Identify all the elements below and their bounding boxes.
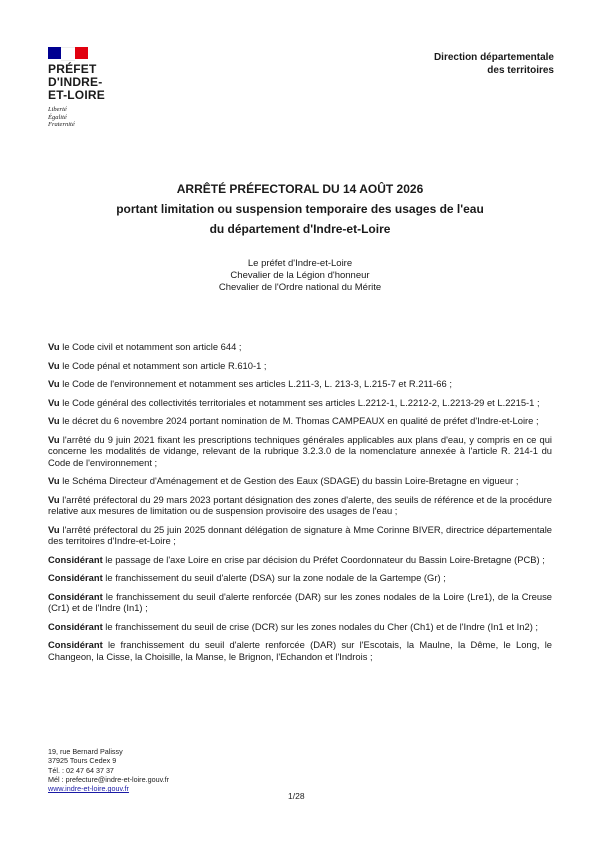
considering-paragraph: Considérant le passage de l'axe Loire en crise par décision du Préfet Coordonnateur du Bassin Loire-Bretagne (PCB) ;: [48, 553, 545, 565]
footer-email: Mél : prefecture@indre-et-loire.gouv.fr: [48, 774, 170, 784]
footer-phone: Tél. : 02 47 64 37 37: [48, 765, 114, 775]
footer-address-line: 37925 Tours Cedex 9: [48, 756, 117, 766]
recital-paragraph: Vu le Code pénal et notamment son article R.610-1 ;: [48, 359, 267, 371]
authority-line: Chevalier de la Légion d'honneur: [230, 270, 370, 281]
issuing-service: Direction départementale des territoires: [433, 52, 554, 76]
page-number: 1/28: [288, 791, 305, 801]
authority-line: Le préfet d'Indre-et-Loire: [247, 258, 353, 269]
recital-paragraph: Vu le décret du 6 novembre 2024 portant nomination de M. Thomas CAMPEAUX en qualité de préfet d'Indre-et-Loire ;: [48, 415, 539, 426]
recital-paragraph: Vu l'arrêté du 9 juin 2021 fixant les prescriptions techniques générales applicables aux plans d'eau, y compris en ce qui concerne les modalités de vidange, relevant de la rubrique 3.2.3.0 de la nomenclature annexée à l'article R. 214-1 du Code de l'environnement ;: [48, 433, 552, 468]
recitals: [48, 341, 552, 669]
footer-address-line: 19, rue Bernard Palissy: [48, 747, 123, 756]
recital-paragraph: Vu l'arrêté préfectoral du 29 mars 2023 portant désignation des zones d'alerte, des seuils de référence et de la procédure relative aux mesures de limitation ou de suspension provisoire des usages de l'eau ;: [48, 493, 552, 516]
prefecture-logo: [48, 47, 138, 129]
footer-contact: [48, 747, 169, 793]
footer-website-link[interactable]: www.indre-et-loire.gouv.fr: [48, 784, 129, 794]
logo-prefecture-name: PRÉFET D'INDRE- ET-LOIRE: [48, 62, 105, 102]
title-line-3: du département d'Indre-et-Loire: [209, 222, 391, 236]
recital-paragraph: Vu le Schéma Directeur d'Aménagement et de Gestion des Eaux (SDAGE) du bassin Loire-Bretagne en vigueur ;: [48, 475, 519, 486]
authority-line: Chevalier de l'Ordre national du Mérite: [218, 282, 382, 293]
considering-paragraph: Considérant le franchissement du seuil d'alerte (DSA) sur la zone nodale de la Gartempe (Gr) ;: [48, 572, 446, 583]
considering-paragraph: Considérant le franchissement du seuil de crise (DCR) sur les zones nodales du Cher (Ch1) et de l'Indre (In1 et In2) ;: [48, 620, 539, 632]
authority-block: [0, 258, 600, 294]
recital-paragraph: Vu le Code de l'environnement et notamment ses articles L.211-3, L. 213-3, L.215-7 et R.211-66 ;: [48, 378, 452, 389]
title-line-1: ARRÊTÉ PRÉFECTORAL DU 14 AOÛT 2026: [176, 182, 424, 196]
recital-paragraph: Vu l'arrêté préfectoral du 25 juin 2025 donnant délégation de signature à Mme Corinne BIVER, directrice départementale des territoires d'Indre-et-Loire ;: [48, 523, 552, 546]
considering-paragraph: Considérant le franchissement du seuil d'alerte renforcée (DAR) sur l'Escotais, la Maulne, la Dême, le Long, le Changeon, la Cisse, la Choisille, la Manse, le Brignon, l'Echandon et l'Indrois ;: [48, 639, 552, 662]
document-title: [0, 179, 600, 239]
logo-motto: Liberté Égalité Fraternité: [48, 106, 75, 128]
title-line-2: portant limitation ou suspension temporaire des usages de l'eau: [116, 202, 484, 216]
recital-paragraph: Vu le Code civil et notamment son article 644 ;: [48, 341, 242, 352]
recital-paragraph: Vu le Code général des collectivités territoriales et notamment ses articles L.2212-1, L.2212-2, L.2213-29 et L.2215-1 ;: [48, 396, 540, 408]
marianne-flag-icon: [48, 47, 88, 59]
considering-paragraph: Considérant le franchissement du seuil d'alerte renforcée (DAR) sur les zones nodales de la Loire (Lre1), de la Creuse (Cr1) et de l'Indre (In1) ;: [48, 590, 552, 613]
